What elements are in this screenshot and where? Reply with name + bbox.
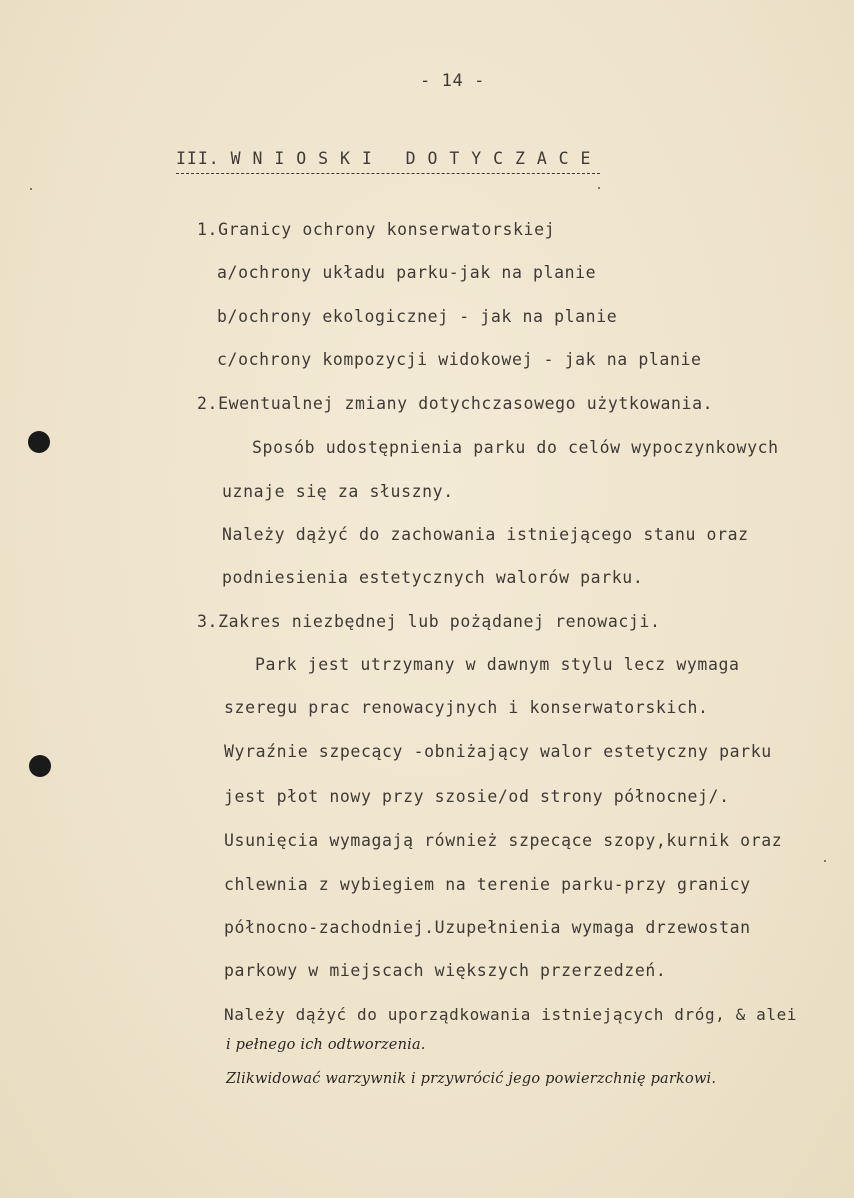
item-2-para-line-3: Należy dążyć do zachowania istniejącego stanu oraz bbox=[222, 525, 749, 544]
item-2-para-line-1: Sposób udostępnienia parku do celów wypoczynkowych bbox=[252, 438, 779, 457]
item-2-para-line-4: podniesienia estetycznych walorów parku. bbox=[222, 568, 644, 587]
page-number: - 14 - bbox=[420, 71, 486, 91]
handwritten-note-line-1: i pełnego ich odtworzenia. bbox=[226, 1037, 426, 1053]
item-3-para-line-4: jest płot nowy przy szosie/od strony północnej/. bbox=[224, 787, 730, 806]
item-2-para-line-2: uznaje się za słuszny. bbox=[222, 482, 454, 501]
item-3-para-line-9: Należy dążyć do uporządkowania istniejących dróg, & alei bbox=[224, 1005, 798, 1024]
paper-speck bbox=[824, 860, 826, 862]
paper-speck bbox=[598, 187, 600, 189]
handwritten-note-line-2: Zlikwidować warzywnik i przywrócić jego powierzchnię parkowi. bbox=[226, 1071, 717, 1087]
punch-hole-bottom bbox=[29, 755, 51, 777]
item-1b: b/ochrony ekologicznej - jak na planie bbox=[217, 307, 618, 326]
item-3-para-line-8: parkowy w miejscach większych przerzedzeń. bbox=[224, 961, 667, 980]
paper-speck bbox=[30, 188, 32, 190]
item-3-para-line-3: Wyraźnie szpecący -obniżający walor estetyczny parku bbox=[224, 742, 772, 761]
section-heading: III. W N I O S K I D O T Y C Z A C E bbox=[176, 149, 592, 168]
punch-hole-top bbox=[28, 431, 50, 453]
item-3-para-line-1: Park jest utrzymany w dawnym stylu lecz wymaga bbox=[255, 655, 740, 674]
item-1a: a/ochrony układu parku-jak na planie bbox=[217, 263, 597, 282]
item-1c: c/ochrony kompozycji widokowej - jak na planie bbox=[217, 350, 702, 369]
item-1-title: 1.Granicy ochrony konserwatorskiej bbox=[197, 220, 556, 239]
item-3-para-line-6: chlewnia z wybiegiem na terenie parku-przy granicy bbox=[224, 875, 751, 894]
item-3-para-line-7: północno-zachodniej.Uzupełnienia wymaga drzewostan bbox=[224, 918, 751, 937]
heading-underline bbox=[176, 173, 600, 174]
item-3-para-line-2: szeregu prac renowacyjnych i konserwatorskich. bbox=[224, 698, 709, 717]
item-3-para-line-5: Usunięcia wymagają również szpecące szopy,kurnik oraz bbox=[224, 831, 783, 850]
item-2-title: 2.Ewentualnej zmiany dotychczasowego użytkowania. bbox=[197, 394, 714, 413]
item-3-title: 3.Zakres niezbędnej lub pożądanej renowacji. bbox=[197, 612, 661, 631]
